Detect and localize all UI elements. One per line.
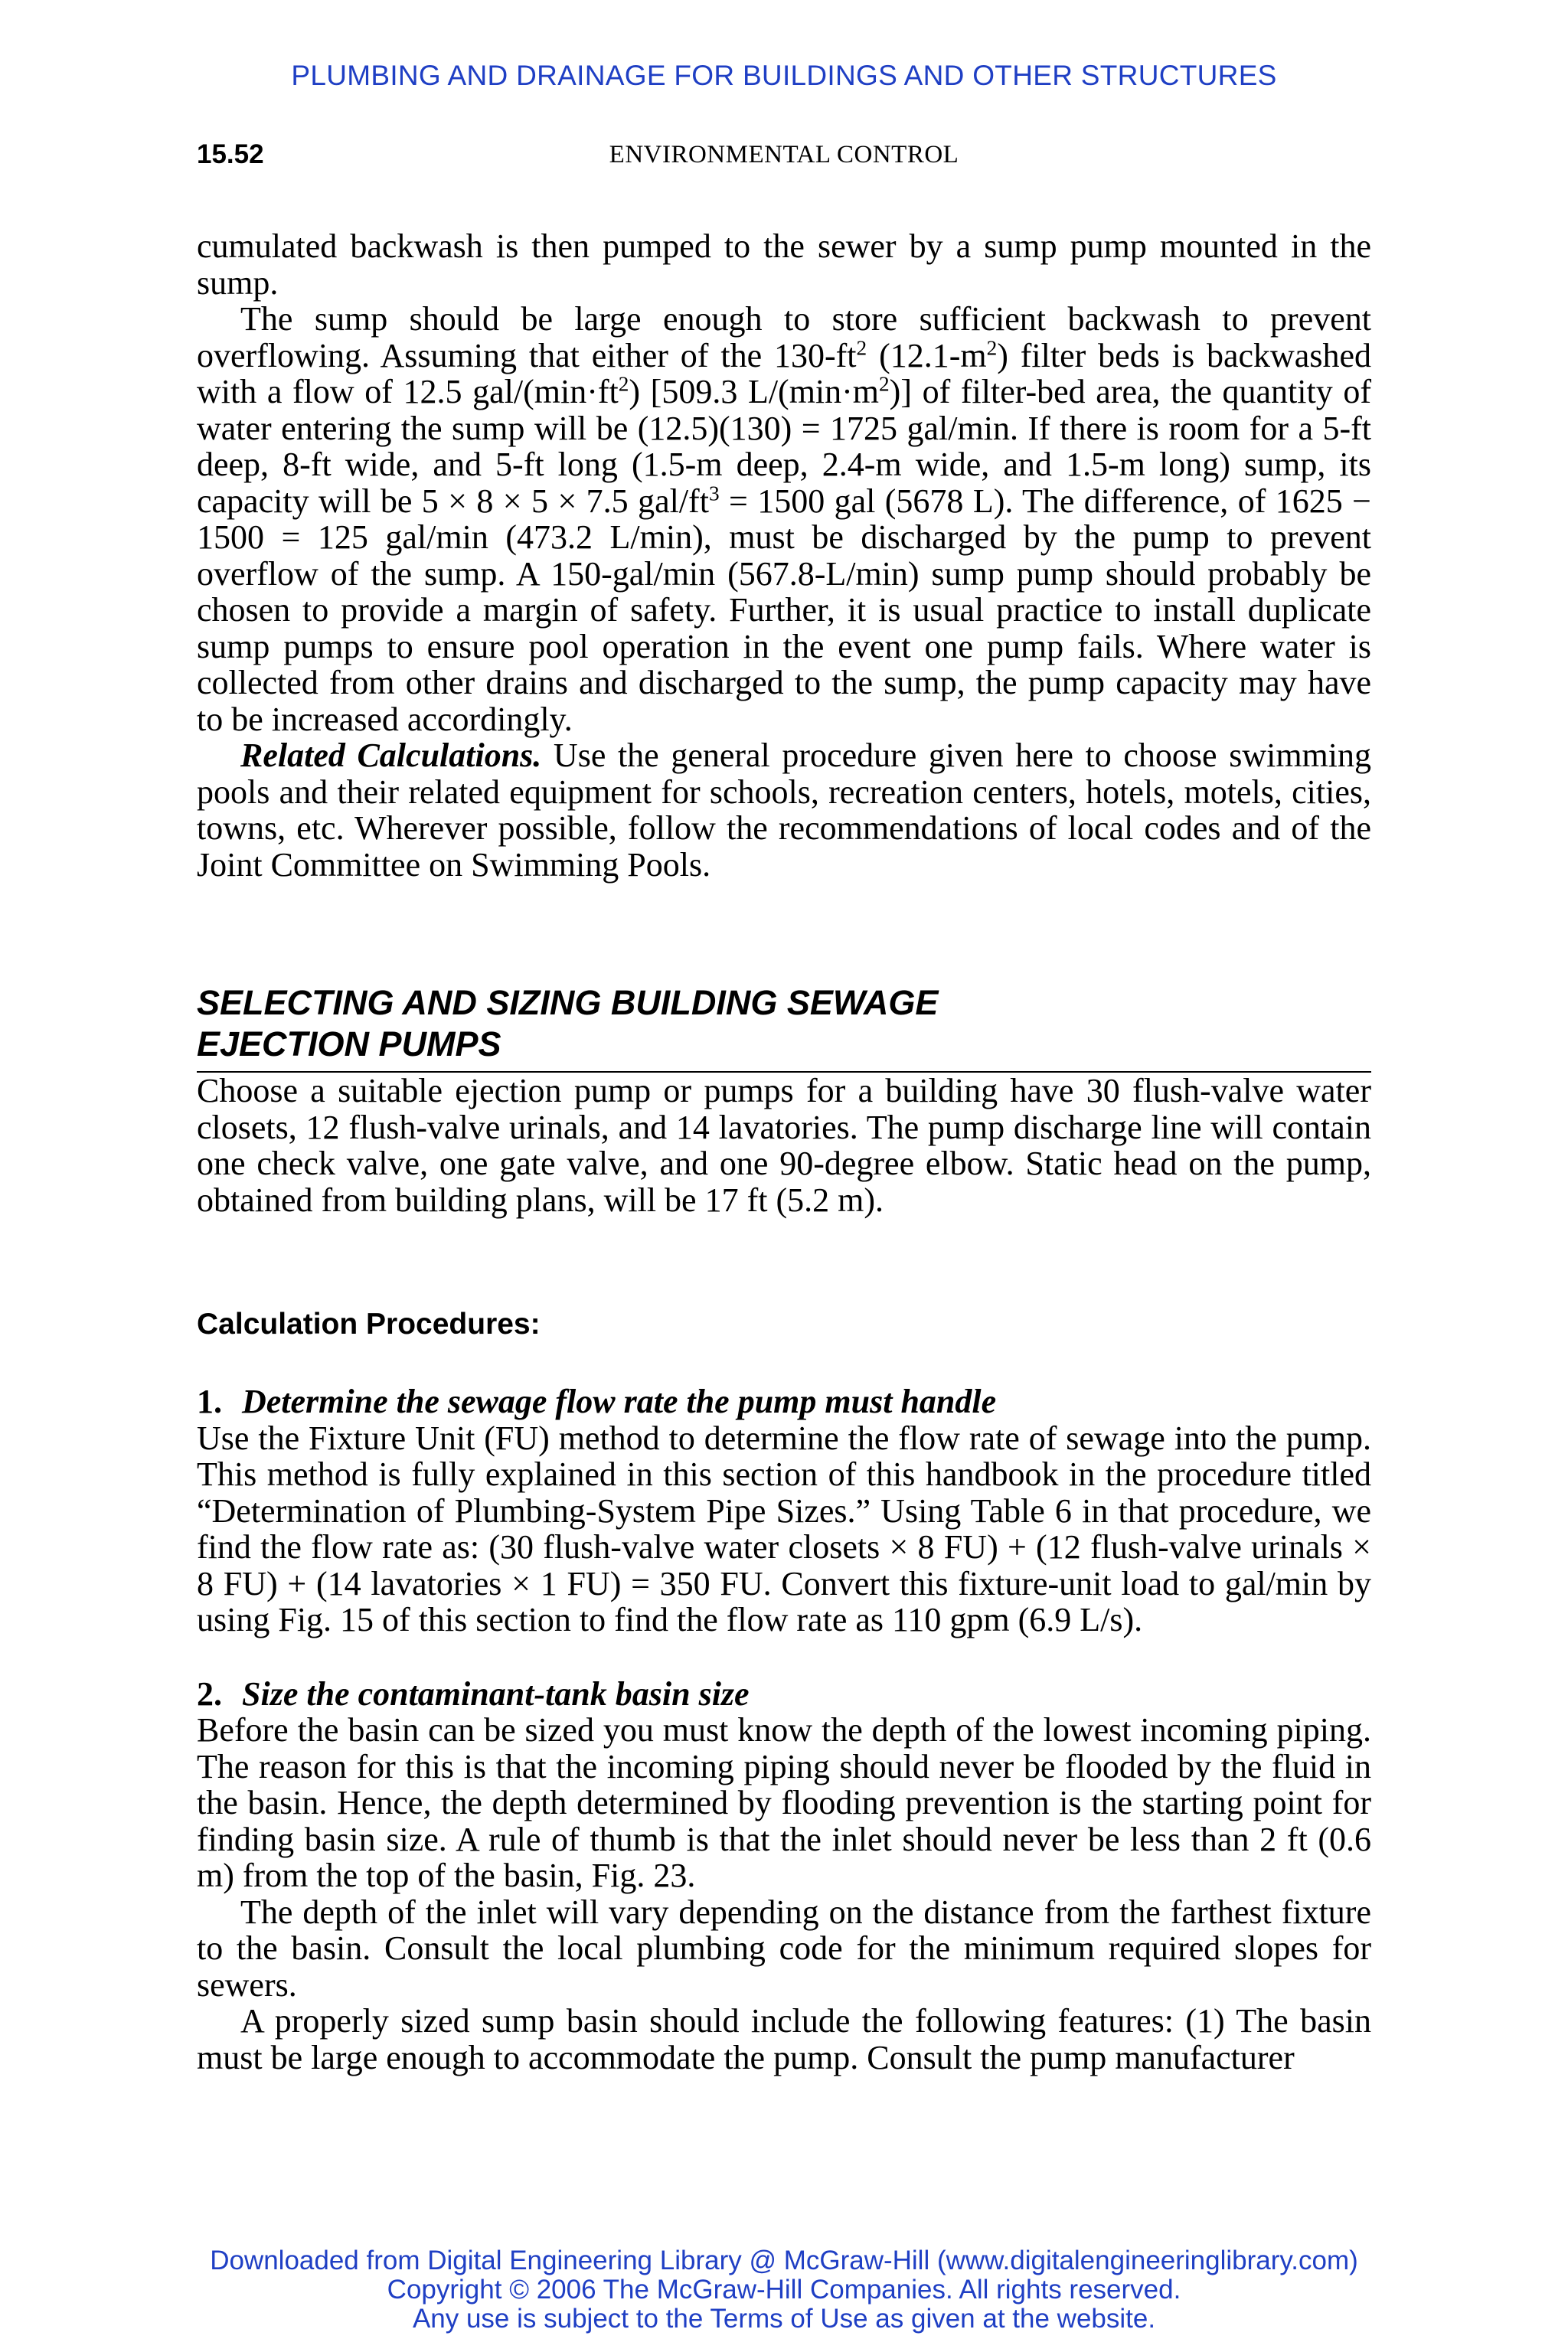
superscript: 2 xyxy=(856,335,867,359)
superscript: 2 xyxy=(618,372,629,396)
chapter-title: ENVIRONMENTAL CONTROL xyxy=(609,141,959,168)
section-heading-line: EJECTION PUMPS xyxy=(197,1024,501,1063)
step-title: Size the contaminant-tank basin size xyxy=(242,1674,750,1713)
section-heading xyxy=(197,982,1371,1073)
step-title: Determine the sewage flow rate the pump must handle xyxy=(242,1383,997,1420)
body-paragraph-continued: cumulated backwash is then pumped to the sewer by a sump pump mounted in the sump. xyxy=(197,227,1371,302)
copyright-footer xyxy=(0,2246,1568,2334)
section-heading-line: SELECTING AND SIZING BUILDING SEWAGE xyxy=(197,983,939,1022)
running-head xyxy=(197,139,1371,178)
superscript: 3 xyxy=(708,481,720,505)
footer-download-line: Downloaded from Digital Engineering Library @ McGraw-Hill (www.digitalengineeringlibrary.com) xyxy=(210,2246,1358,2275)
superscript: 2 xyxy=(879,372,890,396)
step-2-text: Before the basin can be sized you must know the depth of the lowest incoming piping. The reason for this is that the incoming piping should never be flooded by the fluid in the basin. Hence, the depth determined by flooding prevention is the starting point for finding basin size. A rule of thumb is that the inlet should never be less than 2 ft (0.6 m) from the top of the basin, Fig. 23. xyxy=(197,1711,1371,1894)
body-paragraph-sump xyxy=(197,301,1371,737)
step-2-heading xyxy=(197,1676,1371,1713)
sump-text-part: ) filter beds is backwashed with a flow of 12.5 gal/(min·ft xyxy=(197,336,1371,410)
related-calculations-label: Related Calculations. xyxy=(240,737,542,774)
footer-copyright-line: Copyright © 2006 The McGraw-Hill Companies. All rights reserved. xyxy=(387,2275,1181,2305)
calculation-procedures-heading: Calculation Procedures: xyxy=(197,1308,541,1341)
problem-statement: Choose a suitable ejection pump or pumps for a building have 30 flush-valve water closets, 12 flush-valve urinals, and 14 lavatories. The pump discharge line will contain one check valve, one gate valve, and one 90-degree elbow. Static head on the pump, obtained from building plans, will be 17 ft (5.2 m). xyxy=(197,1072,1371,1219)
page-body xyxy=(197,228,1371,2076)
step-number: 2. xyxy=(197,1674,222,1713)
page-number: 15.52 xyxy=(197,139,264,169)
step-2-paragraph: A properly sized sump basin should include the following features: (1) The basin must be large enough to accommodate the pump. Consult the pump manufacturer xyxy=(197,2002,1371,2076)
step-number: 1. xyxy=(197,1383,222,1420)
step-1-heading xyxy=(197,1383,1371,1420)
sump-text-part: = 1500 gal (5678 L). The difference, of 1625 − 1500 = 125 gal/min (473.2 L/min), must be discharged by the pump to prevent overflow of the sump. A 150-gal/min (567.8-L/min) sump pump should probably be chosen to provide a margin of safety. Further, it is usual practice to install duplicate sump pumps to ensure pool operation in the event one pump fails. Where water is collected from other drains and discharged to the sump, the pump capacity may have to be increased accordingly. xyxy=(197,482,1371,738)
sump-text-part: (12.1-m xyxy=(867,336,987,374)
step-1-text: Use the Fixture Unit (FU) method to determine the flow rate of sewage into the pump. This method is fully explained in this section of this handbook in the procedure titled “Determination of Plumbing-System Pipe Sizes.” Using Table 6 in that procedure, we find the flow rate as: (30 flush-valve water closets × 8 FU) + (12 flush-valve urinals × 8 FU) + (14 lavatories × 1 FU) = 350 FU. Convert this fixture-unit load to gal/min by using Fig. 15 of this section to find the flow rate as 110 gpm (6.9 L/s). xyxy=(197,1419,1371,1638)
related-calculations-paragraph xyxy=(197,737,1371,883)
sump-text-part: The sump should be large enough to store sufficient backwash to prevent overflowing. Assuming that either of the 130-ft xyxy=(197,300,1371,374)
sump-text-part: )] of filter-bed area, the quantity of water entering the sump will be (12.5)(130) = 1725 gal/min. If there is room for a 5-ft deep, 8-ft wide, and 5-ft long (1.5-m deep, 2.4-m wide, and 1.5-m long) sump, its capacity will be 5 × 8 × 5 × 7.5 gal/ft xyxy=(197,373,1371,520)
step-2-paragraph: The depth of the inlet will vary depending on the distance from the farthest fixture to the basin. Consult the local plumbing code for the minimum required slopes for sewers. xyxy=(197,1893,1371,2004)
sump-text-part: ) [509.3 L/(min·m xyxy=(629,373,880,410)
footer-terms-line: Any use is subject to the Terms of Use as given at the website. xyxy=(412,2304,1156,2334)
related-calculations-text: Use the general procedure given here to choose swimming pools and their related equipment for schools, recreation centers, hotels, motels, cities, towns, etc. Wherever possible, follow the recommendations of local codes and of the Joint Committee on Swimming Pools. xyxy=(197,737,1371,884)
superscript: 2 xyxy=(986,335,998,359)
book-section-banner: PLUMBING AND DRAINAGE FOR BUILDINGS AND OTHER STRUCTURES xyxy=(291,60,1277,91)
